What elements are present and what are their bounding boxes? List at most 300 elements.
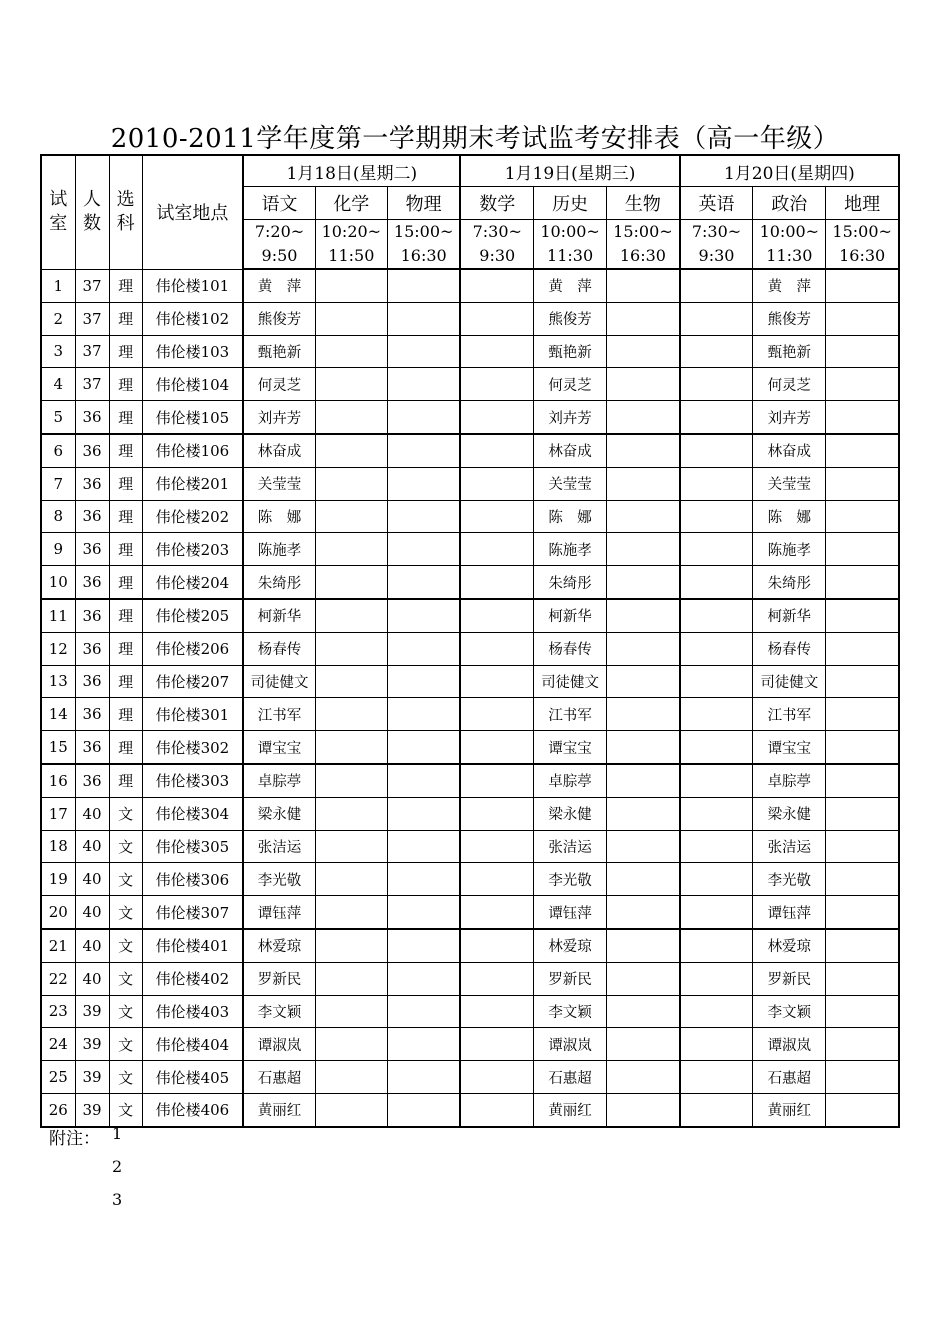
empty-cell [680,632,753,665]
empty-cell [315,830,387,863]
empty-cell [826,269,899,302]
note-item: 3 [112,1190,123,1209]
track-cell: 文 [109,1061,142,1094]
location-cell: 伟伦楼106 [142,434,243,467]
track-cell: 文 [109,863,142,896]
empty-cell [460,566,533,599]
empty-cell [680,335,753,368]
empty-cell [607,797,680,830]
empty-cell [826,929,899,962]
empty-cell [826,434,899,467]
count-cell: 36 [75,764,109,797]
proctor-cell: 司徒健文 [243,665,315,698]
location-cell: 伟伦楼206 [142,632,243,665]
count-cell: 36 [75,533,109,566]
date-header: 1月18日(星期二) [243,155,460,187]
empty-cell [607,1028,680,1061]
proctor-cell: 黄丽红 [534,1093,607,1126]
empty-cell [680,665,753,698]
empty-cell [460,764,533,797]
proctor-cell: 梁永健 [243,797,315,830]
proctor-cell: 熊俊芳 [243,302,315,335]
empty-cell [826,335,899,368]
count-cell: 39 [75,1093,109,1126]
subject-header: 政治 [753,187,826,220]
proctor-cell: 陈 娜 [243,500,315,533]
empty-cell [826,500,899,533]
empty-cell [826,731,899,764]
table-row [41,368,899,401]
proctor-cell: 关莹莹 [753,467,826,500]
subject-header: 物理 [387,187,460,220]
room-cell: 9 [41,533,75,566]
track-cell: 文 [109,1093,142,1126]
empty-cell [387,1093,460,1126]
track-cell: 文 [109,830,142,863]
proctor-cell: 黄 萍 [534,269,607,302]
proctor-cell: 黄 萍 [243,269,315,302]
empty-cell [315,797,387,830]
location-header: 试室地点 [142,155,243,269]
room-cell: 11 [41,599,75,632]
track-cell: 理 [109,335,142,368]
track-cell: 理 [109,599,142,632]
empty-cell [607,566,680,599]
empty-cell [680,797,753,830]
page-title: 2010-2011学年度第一学期期末考试监考安排表（高一年级） [110,124,840,154]
proctor-cell: 关莹莹 [534,467,607,500]
empty-cell [826,368,899,401]
date-header: 1月20日(星期四) [680,155,899,187]
proctor-cell: 谭淑岚 [243,1028,315,1061]
note-item: 2 [112,1157,123,1176]
empty-cell [315,368,387,401]
proctor-cell: 朱绮彤 [534,566,607,599]
room-header: 试 室 [41,155,75,269]
proctor-cell: 罗新民 [243,962,315,995]
table-row [41,698,899,731]
count-cell: 37 [75,269,109,302]
track-cell: 理 [109,401,142,434]
proctor-cell: 杨春传 [753,632,826,665]
empty-cell [315,533,387,566]
room-cell: 7 [41,467,75,500]
proctor-cell: 谭宝宝 [753,731,826,764]
empty-cell [607,533,680,566]
proctor-cell: 卓腙葶 [243,764,315,797]
track-cell: 文 [109,995,142,1028]
room-cell: 16 [41,764,75,797]
table-row [41,302,899,335]
table-row [41,665,899,698]
count-cell: 40 [75,929,109,962]
proctor-cell: 黄丽红 [243,1093,315,1126]
count-cell: 36 [75,632,109,665]
location-cell: 伟伦楼306 [142,863,243,896]
proctor-cell: 甄艳新 [753,335,826,368]
empty-cell [460,995,533,1028]
empty-cell [680,995,753,1028]
empty-cell [387,731,460,764]
empty-cell [315,863,387,896]
location-cell: 伟伦楼202 [142,500,243,533]
count-cell: 36 [75,731,109,764]
empty-cell [387,335,460,368]
location-cell: 伟伦楼105 [142,401,243,434]
location-cell: 伟伦楼304 [142,797,243,830]
empty-cell [315,335,387,368]
proctor-cell: 江书军 [753,698,826,731]
empty-cell [460,962,533,995]
empty-cell [826,863,899,896]
empty-cell [826,698,899,731]
proctor-cell: 石惠超 [534,1061,607,1094]
count-cell: 36 [75,599,109,632]
time-header: 7:30~ 9:30 [680,220,753,270]
count-cell: 40 [75,863,109,896]
empty-cell [387,302,460,335]
empty-cell [387,401,460,434]
empty-cell [315,1028,387,1061]
empty-cell [460,665,533,698]
notes-label: 附注： [49,1129,100,1149]
proctor-cell: 李光敬 [534,863,607,896]
proctor-cell: 陈 娜 [753,500,826,533]
empty-cell [387,368,460,401]
proctor-cell: 谭钰萍 [753,896,826,929]
proctor-cell: 刘卉芳 [534,401,607,434]
empty-cell [387,797,460,830]
empty-cell [387,929,460,962]
empty-cell [826,830,899,863]
empty-cell [607,731,680,764]
room-cell: 19 [41,863,75,896]
count-cell: 36 [75,566,109,599]
proctor-cell: 陈施孝 [753,533,826,566]
empty-cell [387,1061,460,1094]
empty-cell [607,302,680,335]
empty-cell [387,269,460,302]
track-cell: 理 [109,269,142,302]
empty-cell [607,929,680,962]
empty-cell [826,665,899,698]
proctor-cell: 谭淑岚 [534,1028,607,1061]
proctor-cell: 刘卉芳 [243,401,315,434]
room-cell: 8 [41,500,75,533]
proctor-cell: 林爱琼 [243,929,315,962]
track-cell: 理 [109,632,142,665]
empty-cell [315,302,387,335]
table-row [41,863,899,896]
proctor-cell: 梁永健 [753,797,826,830]
empty-cell [680,599,753,632]
track-cell: 理 [109,500,142,533]
table-row [41,764,899,797]
empty-cell [315,962,387,995]
time-header: 10:00~ 11:30 [534,220,607,270]
empty-cell [315,566,387,599]
room-cell: 21 [41,929,75,962]
empty-cell [826,1093,899,1126]
empty-cell [607,863,680,896]
empty-cell [680,1061,753,1094]
room-cell: 13 [41,665,75,698]
proctor-cell: 李文颖 [534,995,607,1028]
table-row [41,599,899,632]
count-cell: 36 [75,500,109,533]
table-row [41,632,899,665]
track-cell: 理 [109,731,142,764]
empty-cell [315,467,387,500]
empty-cell [607,830,680,863]
proctor-cell: 朱绮彤 [753,566,826,599]
empty-cell [680,566,753,599]
room-cell: 12 [41,632,75,665]
empty-cell [680,434,753,467]
table-row [41,1093,899,1126]
table-row [41,500,899,533]
table-row [41,929,899,962]
table-row [41,995,899,1028]
schedule-body [41,269,899,1127]
empty-cell [680,698,753,731]
empty-cell [826,467,899,500]
empty-cell [607,335,680,368]
empty-cell [826,896,899,929]
room-cell: 3 [41,335,75,368]
empty-cell [315,632,387,665]
exam-schedule-table [40,154,900,1128]
count-header: 人 数 [75,155,109,269]
proctor-cell: 卓腙葶 [753,764,826,797]
time-header: 15:00~ 16:30 [607,220,680,270]
room-cell: 24 [41,1028,75,1061]
empty-cell [826,401,899,434]
proctor-cell: 林奋成 [243,434,315,467]
proctor-cell: 柯新华 [534,599,607,632]
track-cell: 理 [109,764,142,797]
date-header: 1月19日(星期三) [460,155,679,187]
empty-cell [680,533,753,566]
proctor-cell: 柯新华 [753,599,826,632]
empty-cell [315,1061,387,1094]
proctor-cell: 张洁运 [243,830,315,863]
empty-cell [315,500,387,533]
proctor-cell: 李文颖 [753,995,826,1028]
location-cell: 伟伦楼205 [142,599,243,632]
empty-cell [607,632,680,665]
empty-cell [607,962,680,995]
empty-cell [607,1093,680,1126]
track-cell: 理 [109,368,142,401]
proctor-cell: 江书军 [534,698,607,731]
empty-cell [460,830,533,863]
track-cell: 理 [109,434,142,467]
location-cell: 伟伦楼207 [142,665,243,698]
empty-cell [607,1061,680,1094]
table-row [41,566,899,599]
table-row [41,269,899,302]
track-cell: 理 [109,665,142,698]
table-row [41,401,899,434]
location-cell: 伟伦楼404 [142,1028,243,1061]
empty-cell [607,401,680,434]
empty-cell [387,830,460,863]
empty-cell [607,599,680,632]
empty-cell [826,962,899,995]
time-header: 15:00~ 16:30 [387,220,460,270]
subject-header: 化学 [315,187,387,220]
empty-cell [607,995,680,1028]
empty-cell [387,599,460,632]
proctor-cell: 谭宝宝 [534,731,607,764]
empty-cell [460,302,533,335]
note-item: 1 [112,1124,123,1143]
count-cell: 39 [75,1028,109,1061]
empty-cell [826,533,899,566]
empty-cell [680,302,753,335]
count-cell: 40 [75,962,109,995]
room-cell: 5 [41,401,75,434]
subject-header: 语文 [243,187,315,220]
empty-cell [387,632,460,665]
empty-cell [460,632,533,665]
empty-cell [315,929,387,962]
empty-cell [460,467,533,500]
location-cell: 伟伦楼405 [142,1061,243,1094]
proctor-cell: 刘卉芳 [753,401,826,434]
proctor-cell: 李文颖 [243,995,315,1028]
table-row [41,533,899,566]
empty-cell [460,929,533,962]
empty-cell [460,863,533,896]
empty-cell [460,1093,533,1126]
empty-cell [826,566,899,599]
count-cell: 36 [75,434,109,467]
time-header: 10:20~ 11:50 [315,220,387,270]
proctor-cell: 杨春传 [243,632,315,665]
empty-cell [826,632,899,665]
empty-cell [315,731,387,764]
table-row [41,434,899,467]
empty-cell [387,467,460,500]
subject-header: 生物 [607,187,680,220]
location-cell: 伟伦楼201 [142,467,243,500]
subject-header: 历史 [534,187,607,220]
empty-cell [387,764,460,797]
proctor-cell: 谭淑岚 [753,1028,826,1061]
empty-cell [387,566,460,599]
empty-cell [680,1028,753,1061]
proctor-cell: 罗新民 [753,962,826,995]
empty-cell [460,533,533,566]
time-header: 7:30~ 9:30 [460,220,533,270]
room-cell: 26 [41,1093,75,1126]
table-row [41,830,899,863]
location-cell: 伟伦楼303 [142,764,243,797]
empty-cell [607,467,680,500]
proctor-cell: 何灵芝 [243,368,315,401]
empty-cell [315,1093,387,1126]
count-cell: 36 [75,698,109,731]
proctor-cell: 林爱琼 [534,929,607,962]
proctor-cell: 陈 娜 [534,500,607,533]
empty-cell [387,533,460,566]
proctor-cell: 陈施孝 [243,533,315,566]
empty-cell [387,995,460,1028]
empty-cell [460,1028,533,1061]
subject-header: 数学 [460,187,533,220]
proctor-cell: 谭钰萍 [243,896,315,929]
empty-cell [680,467,753,500]
track-cell: 文 [109,1028,142,1061]
proctor-cell: 林爱琼 [753,929,826,962]
count-cell: 40 [75,896,109,929]
track-cell: 理 [109,566,142,599]
empty-cell [387,434,460,467]
proctor-cell: 杨春传 [534,632,607,665]
empty-cell [460,698,533,731]
empty-cell [607,665,680,698]
empty-cell [460,500,533,533]
proctor-cell: 柯新华 [243,599,315,632]
room-cell: 18 [41,830,75,863]
proctor-cell: 熊俊芳 [753,302,826,335]
empty-cell [680,896,753,929]
location-cell: 伟伦楼102 [142,302,243,335]
table-row [41,962,899,995]
proctor-cell: 陈施孝 [534,533,607,566]
empty-cell [607,368,680,401]
empty-cell [826,995,899,1028]
empty-cell [826,302,899,335]
empty-cell [315,764,387,797]
track-cell: 理 [109,533,142,566]
empty-cell [680,929,753,962]
empty-cell [460,1061,533,1094]
track-cell: 理 [109,467,142,500]
proctor-cell: 谭钰萍 [534,896,607,929]
empty-cell [387,500,460,533]
proctor-cell: 李光敬 [243,863,315,896]
count-cell: 39 [75,995,109,1028]
location-cell: 伟伦楼406 [142,1093,243,1126]
empty-cell [680,269,753,302]
empty-cell [315,434,387,467]
empty-cell [826,1061,899,1094]
empty-cell [387,863,460,896]
empty-cell [460,368,533,401]
proctor-cell: 甄艳新 [534,335,607,368]
proctor-cell: 何灵芝 [534,368,607,401]
location-cell: 伟伦楼307 [142,896,243,929]
count-cell: 37 [75,302,109,335]
subject-header: 英语 [680,187,753,220]
room-cell: 6 [41,434,75,467]
location-cell: 伟伦楼204 [142,566,243,599]
empty-cell [680,764,753,797]
empty-cell [680,401,753,434]
time-header: 7:20~ 9:50 [243,220,315,270]
proctor-cell: 甄艳新 [243,335,315,368]
table-row [41,1061,899,1094]
empty-cell [460,434,533,467]
room-cell: 25 [41,1061,75,1094]
location-cell: 伟伦楼302 [142,731,243,764]
empty-cell [387,665,460,698]
empty-cell [315,599,387,632]
empty-cell [460,896,533,929]
